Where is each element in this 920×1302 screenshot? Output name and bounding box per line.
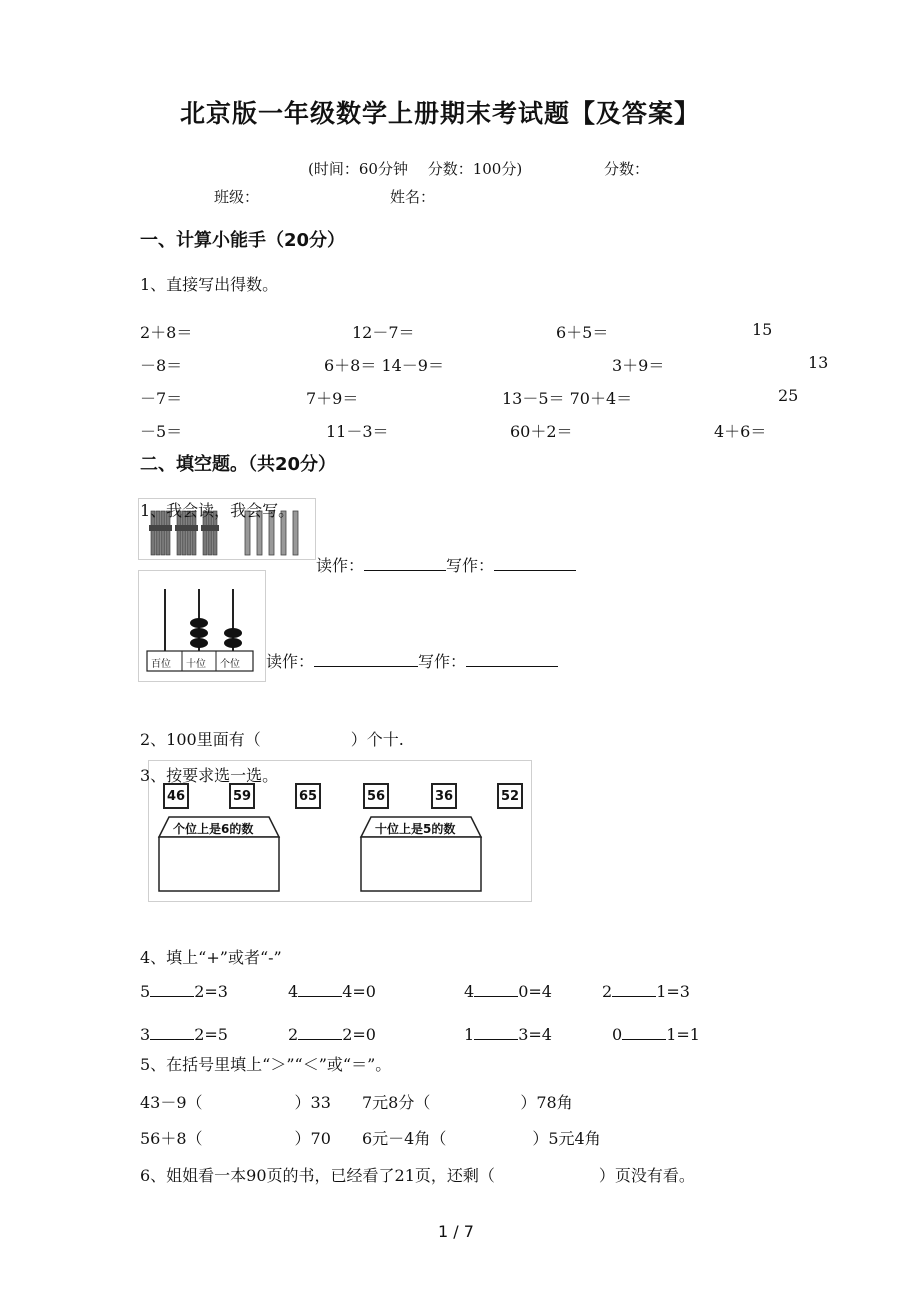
abacus-label-hundreds: 百位 <box>151 659 171 670</box>
question-2-1: 1、我会读，我会写。 <box>140 501 295 520</box>
read-label: 读作： <box>266 652 315 671</box>
operand: 0=4 <box>518 982 552 1001</box>
compare-item <box>362 1090 573 1113</box>
equation: 13 <box>808 353 829 372</box>
abacus-label-ones: 个位 <box>220 659 240 670</box>
equation: 60＋2＝ <box>510 422 573 441</box>
read-blank[interactable] <box>314 652 418 667</box>
q2-prefix: 2、100里面有（ <box>140 730 261 749</box>
operand: 1=3 <box>656 982 690 1001</box>
question-1-1: 1、直接写出得数。 <box>140 275 279 294</box>
operand: 5 <box>140 982 151 1001</box>
sign-item <box>602 982 690 1001</box>
compare-right: ）5元4角 <box>532 1129 601 1148</box>
equation: 7＋9＝ <box>306 389 359 408</box>
class-label: 班级： <box>214 188 260 206</box>
operand: 2 <box>288 1025 299 1044</box>
compare-right: ）33 <box>294 1093 331 1112</box>
compare-left: 56＋8（ <box>140 1129 203 1148</box>
equation: 4＋6＝ <box>714 422 767 441</box>
abacus-image <box>138 570 266 682</box>
operand: 2=3 <box>194 982 228 1001</box>
ones-answer-box[interactable] <box>159 837 279 891</box>
question-2-2 <box>140 727 404 750</box>
compare-item <box>140 1090 331 1113</box>
equation: －8＝ <box>140 356 183 375</box>
number-card: 36 <box>431 783 457 809</box>
operand: 1=1 <box>666 1025 700 1044</box>
sign-item <box>288 982 376 1001</box>
write-blank[interactable] <box>466 652 558 667</box>
read-write-line-2 <box>266 649 558 672</box>
sign-item <box>612 1025 700 1044</box>
operand: 4 <box>288 982 299 1001</box>
operand: 1 <box>464 1025 475 1044</box>
operand: 2=5 <box>194 1025 228 1044</box>
score-label: 分数： <box>604 160 650 178</box>
operand: 4 <box>464 982 475 1001</box>
sign-blank[interactable] <box>298 982 342 997</box>
compare-left: 7元8分（ <box>362 1093 431 1112</box>
tens-answer-box[interactable] <box>361 837 481 891</box>
equation: 12－7＝ <box>352 323 415 342</box>
number-card: 65 <box>295 783 321 809</box>
operand: 4=0 <box>342 982 376 1001</box>
compare-item <box>140 1126 331 1149</box>
equation: －5＝ <box>140 422 183 441</box>
equation: 3＋9＝ <box>612 356 665 375</box>
sign-item <box>464 982 552 1001</box>
equation: 25 <box>778 386 799 405</box>
question-2-5: 5、在括号里填上“＞”“＜”或“＝”。 <box>140 1055 392 1074</box>
question-2-3: 3、按要求选一选。 <box>140 766 279 785</box>
write-label: 写作： <box>446 556 495 575</box>
tens-box-label: 十位上是5的数 <box>375 822 456 836</box>
equation: －7＝ <box>140 389 183 408</box>
compare-left: 6元－4角（ <box>362 1129 447 1148</box>
q6-prefix: 6、姐姐看一本90页的书，已经看了21页，还剩（ <box>140 1166 495 1185</box>
write-label: 写作： <box>418 652 467 671</box>
question-2-6 <box>140 1163 695 1186</box>
sign-item <box>140 982 228 1001</box>
write-blank[interactable] <box>494 556 576 571</box>
read-label: 读作： <box>316 556 365 575</box>
compare-left: 43－9（ <box>140 1093 203 1112</box>
operand: 3 <box>140 1025 151 1044</box>
operand: 3=4 <box>518 1025 552 1044</box>
operand: 2 <box>602 982 613 1001</box>
sign-item <box>140 1025 228 1044</box>
sign-blank[interactable] <box>622 1025 666 1040</box>
sign-item <box>288 1025 376 1044</box>
number-card: 56 <box>363 783 389 809</box>
section-1-heading: 一、计算小能手（20分） <box>140 230 346 251</box>
section-2-heading: 二、填空题。（共20分） <box>140 454 337 475</box>
equation: 11－3＝ <box>326 422 389 441</box>
question-2-4: 4、填上“+”或者“-” <box>140 948 282 967</box>
operand: 2=0 <box>342 1025 376 1044</box>
sign-blank[interactable] <box>150 1025 194 1040</box>
q6-suffix: ）页没有看。 <box>598 1166 695 1185</box>
equation: 6＋5＝ <box>556 323 609 342</box>
q2-suffix: ）个十. <box>350 730 404 749</box>
number-card: 59 <box>229 783 255 809</box>
ones-box-label: 个位上是6的数 <box>173 822 254 836</box>
equation: 15 <box>752 320 773 339</box>
read-blank[interactable] <box>364 556 446 571</box>
sign-blank[interactable] <box>474 982 518 997</box>
time-score-info: (时间：60分钟 分数：100分) <box>308 160 523 178</box>
equation: 6＋8＝ 14－9＝ <box>324 356 444 375</box>
sign-item <box>464 1025 552 1044</box>
number-card: 52 <box>497 783 523 809</box>
equation: 13－5＝ 70＋4＝ <box>502 389 633 408</box>
compare-item <box>362 1126 601 1149</box>
sign-blank[interactable] <box>298 1025 342 1040</box>
compare-right: ）70 <box>294 1129 331 1148</box>
sign-blank[interactable] <box>474 1025 518 1040</box>
number-card: 46 <box>163 783 189 809</box>
compare-right: ）78角 <box>520 1093 573 1112</box>
abacus-label-tens: 十位 <box>186 659 206 670</box>
sign-blank[interactable] <box>612 982 656 997</box>
sign-blank[interactable] <box>150 982 194 997</box>
page-title: 北京版一年级数学上册期末考试题【及答案】 <box>180 99 701 128</box>
name-label: 姓名： <box>390 188 436 206</box>
page-number: 1 / 7 <box>438 1222 474 1241</box>
equation: 2＋8＝ <box>140 323 193 342</box>
read-write-line-1 <box>316 553 576 576</box>
operand: 0 <box>612 1025 623 1044</box>
